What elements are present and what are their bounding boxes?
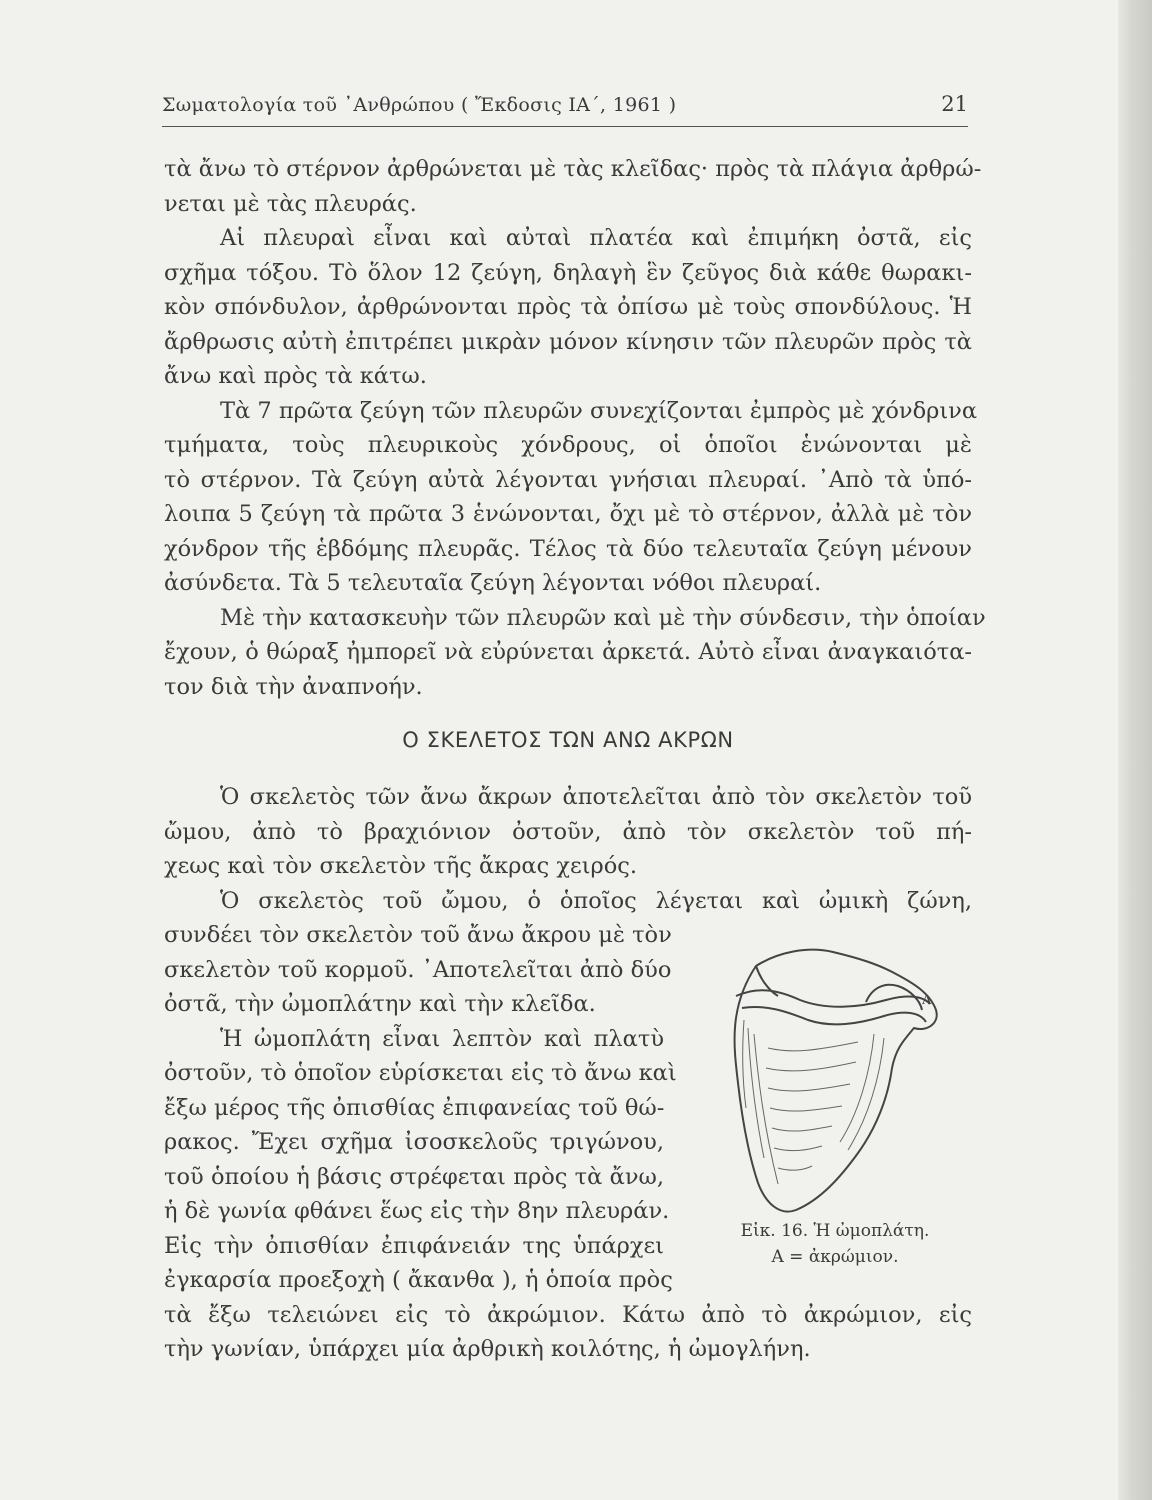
text-line: Μὲ τὴν κατασκευὴν τῶν πλευρῶν καὶ μὲ τὴν σύνδεσιν, τὴν ὁποίαν [220, 604, 986, 631]
text-line: τμήματα, τοὺς πλευρικοὺς χόνδρους, οἱ ὁποῖοι ἑνώνονται μὲ [164, 432, 972, 458]
text-line: τὴν γωνίαν, ὑπάρχει μία ἀρθρικὴ κοιλότης, ἡ ὠμογλήνη. [164, 1336, 811, 1362]
text-line: συνδέει τὸν σκελετὸν τοῦ ἄνω ἄκρου μὲ τὸν [164, 922, 672, 948]
text-line: Ἡ ὠμοπλάτη εἶναι λεπτὸν καὶ πλατὺ [220, 1025, 664, 1052]
text-line: τον διὰ τὴν ἀναπνοήν. [164, 673, 423, 700]
text-line: Εἰς τὴν ὀπισθίαν ἐπιφάνειάν της ὑπάρχει [164, 1232, 664, 1259]
caption-line: A = ἀκρώμιον. [771, 1247, 899, 1267]
text-line: ἀσύνδετα. Τὰ 5 τελευταῖα ζεύγη λέγονται νόθοι πλευραί. [164, 570, 822, 596]
text-line: ἄνω καὶ πρὸς τὰ κάτω. [164, 363, 427, 389]
text-line: Αἱ πλευραὶ εἶναι καὶ αὐταὶ πλατέα καὶ ἐπιμήκη ὀστᾶ, εἰς [220, 225, 972, 251]
figure-caption [700, 1218, 970, 1270]
text-line: τὰ ἔξω τελειώνει εἰς τὸ ἀκρώμιον. Κάτω ἀπὸ τὸ ἀκρώμιον, εἰς [164, 1301, 972, 1328]
text-line: τὸ στέρνον. Τὰ ζεύγη αὐτὰ λέγονται γνήσιαι πλευραί. ᾿Απὸ τὰ ὑπό- [164, 466, 972, 493]
text-line: κὸν σπόνδυλον, ἀρθρώνονται πρὸς τὰ ὀπίσω μὲ τοὺς σπονδύλους. Ἡ [164, 294, 972, 320]
page-edge-shadow [1118, 0, 1152, 1500]
text-line: νεται μὲ τὰς πλευράς. [164, 190, 417, 217]
section-heading: Ο ΣΚΕΛΕΤΟΣ ΤΩΝ ΑΝΩ ΑΚΡΩΝ [402, 728, 734, 752]
scapula-illustration [708, 938, 968, 1228]
caption-line: Εἰκ. 16. Ἡ ὠμοπλάτη. [740, 1221, 930, 1241]
text-line: ἔχουν, ὁ θώραξ ἠμπορεῖ νὰ εὐρύνεται ἀρκετά. Αὐτὸ εἶναι ἀναγκαιότα- [164, 639, 972, 665]
text-line: ἄρθρωσις αὐτὴ ἐπιτρέπει μικρὰν μόνον κίνησιν τῶν πλευρῶν πρὸς τὰ [164, 328, 972, 355]
text-line: Ὁ σκελετὸς τοῦ ὤμου, ὁ ὁποῖος λέγεται καὶ ὠμικὴ ζώνη, [220, 887, 972, 914]
scapula-figure [708, 938, 968, 1228]
text-line: ὀστᾶ, τὴν ὠμοπλάτην καὶ τὴν κλεῖδα. [164, 991, 596, 1017]
text-line: Τὰ 7 πρῶτα ζεύγη τῶν πλευρῶν συνεχίζονται ἐμπρὸς μὲ χόνδρινα [220, 397, 978, 424]
text-line: τὰ ἄνω τὸ στέρνον ἀρθρώνεται μὲ τὰς κλεῖδας· πρὸς τὰ πλάγια ἀρθρώ- [164, 156, 982, 182]
acromion-label: A [922, 993, 932, 1008]
text-line: χεως καὶ τὸν σκελετὸν τῆς ἄκρας χειρός. [164, 853, 638, 879]
wrapped-text [164, 918, 677, 1298]
text-line: ἡ δὲ γωνία φθάνει ἕως εἰς τὴν 8ην πλευράν. [164, 1198, 670, 1224]
ribs-section [164, 152, 986, 704]
text-line: ρακος. Ἔχει σχῆμα ἰσοσκελοῦς τριγώνου, [164, 1129, 664, 1155]
page-number: 21 [941, 92, 968, 116]
header-title: Σωματολογία τοῦ ᾿Ανθρώπου ( Ἔκδοσις ΙΑ΄, 1961 ) [162, 94, 677, 116]
text-line: χόνδρον τῆς ἑβδόμης πλευρᾶς. Τέλος τὰ δύο τελευταῖα ζεύγη μένουν [164, 535, 972, 562]
text-line: λοιπα 5 ζεύγη τὰ πρῶτα 3 ἑνώνονται, ὄχι μὲ τὸ στέρνον, ἀλλὰ μὲ τὸν [164, 501, 972, 527]
text-line: σχῆμα τόξου. Τὸ ὅλον 12 ζεύγη, δηλαγὴ ἓν ζεῦγος διὰ κάθε θωρακι- [164, 259, 972, 286]
text-line: ὤμου, ἀπὸ τὸ βραχιόνιον ὀστοῦν, ἀπὸ τὸν σκελετὸν τοῦ πή- [164, 818, 972, 845]
text-line: ὀστοῦν, τὸ ὁποῖον εὑρίσκεται εἰς τὸ ἄνω καὶ [164, 1060, 677, 1086]
text-line: ἔξω μέρος τῆς ὀπισθίας ἐπιφανείας τοῦ θώ- [164, 1094, 665, 1121]
text-line: τοῦ ὁποίου ἡ βάσις στρέφεται πρὸς τὰ ἄνω, [164, 1163, 664, 1190]
text-line: σκελετὸν τοῦ κορμοῦ. ᾿Αποτελεῖται ἀπὸ δύο [164, 956, 672, 983]
text-line: ἐγκαρσία προεξοχὴ ( ἄκανθα ), ἡ ὁποία πρὸς [164, 1267, 673, 1293]
running-header [162, 92, 968, 127]
text-line: Ὁ σκελετὸς τῶν ἄνω ἄκρων ἀποτελεῖται ἀπὸ τὸν σκελετὸν τοῦ [220, 784, 972, 810]
